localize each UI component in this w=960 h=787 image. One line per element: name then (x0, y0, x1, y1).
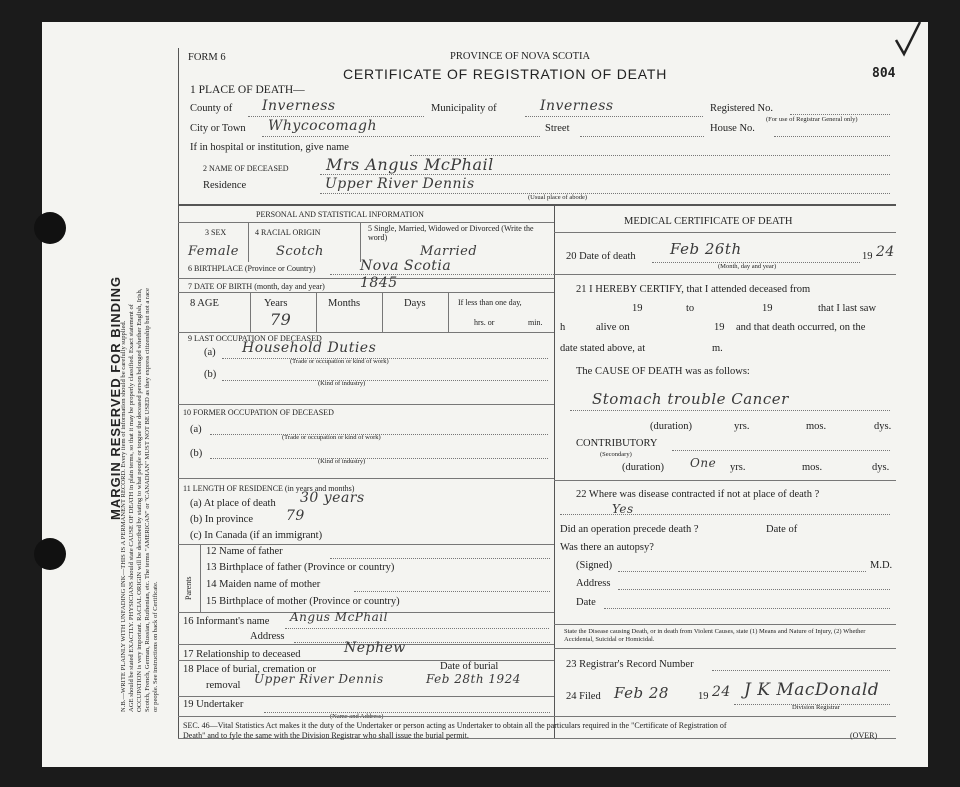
in-canada-label: (c) In Canada (if an immigrant) (190, 530, 323, 541)
house-label: House No. (710, 123, 755, 134)
informant-line (285, 628, 549, 629)
contributory-line (672, 450, 890, 451)
residence-length-label: 11 LENGTH OF RESIDENCE (in years and months) (183, 484, 355, 493)
filed-value: Feb 28 (614, 684, 669, 702)
days-label: Days (404, 298, 426, 309)
cause-yrs: yrs. (734, 421, 750, 432)
h-label: h (560, 322, 566, 333)
cert-19a: 19 (632, 303, 643, 314)
undertaker-line (264, 712, 550, 713)
birthplace-label: 6 BIRTHPLACE (Province or Country) (188, 264, 316, 273)
contrib-duration-label: (duration) (622, 462, 664, 473)
dob-label: 7 DATE OF BIRTH (month, day and year) (188, 282, 325, 291)
relationship-label: 17 Relationship to deceased (183, 649, 301, 660)
city-line (262, 136, 540, 137)
registrar-use-note: (For use of Registrar General only) (766, 116, 858, 123)
county-line (248, 116, 424, 117)
place-heading: 1 PLACE OF DEATH— (190, 84, 305, 96)
undertaker-label: 19 Undertaker (183, 699, 244, 710)
burial-date-value: Feb 28th 1924 (426, 672, 521, 686)
filed-label: 24 Filed (566, 691, 601, 702)
row-line (178, 292, 554, 293)
occupation-a-value: Household Duties (242, 340, 377, 356)
burial-place-value: Upper River Dennis (254, 672, 384, 686)
filed-year-value: 24 (712, 684, 731, 700)
filed-year-prefix: 19 (698, 691, 709, 702)
contracted-label: 22 Where was disease contracted if not at place of death ? (576, 489, 820, 500)
residence-value: Upper River Dennis (325, 176, 475, 192)
medical-address-label: Address (576, 578, 611, 589)
registered-line (790, 114, 890, 115)
record-line (712, 670, 890, 671)
cause-duration-label: (duration) (650, 421, 692, 432)
contrib-mos: mos. (802, 462, 823, 473)
city-value: Whycocomagh (268, 118, 377, 134)
race-value: Scotch (276, 244, 324, 259)
margin-note-line: N.B.—WRITE PLAINLY WITH UNFADING INK—THIS IS A PERMANENT RECORD. Every item of information should be carefully supplied. (120, 320, 127, 712)
row-line (178, 332, 554, 333)
contrib-dys: dys. (872, 462, 890, 473)
former-trade-note: (Trade or occupation or kind of work) (282, 434, 381, 441)
contributory-label: CONTRIBUTORY (576, 438, 658, 449)
signed-line (618, 571, 866, 572)
medical-heading-line (554, 232, 896, 233)
death-year-value: 24 (876, 244, 895, 260)
margin-note-line: Scotch, French, German, Russian, Ruthenian, etc. The terms "AMERICAN" or "CANADIAN" MUST NOT BE USED as they express citizenship but not a race (144, 288, 151, 712)
at-place-value: 30 years (300, 490, 365, 506)
hrs-label: hrs. or (474, 318, 495, 327)
in-province-value: 79 (286, 508, 305, 524)
residence-label: Residence (203, 180, 247, 191)
months-divider (382, 292, 383, 332)
death-year-prefix: 19 (862, 251, 873, 262)
dob-value: 1845 (360, 275, 398, 291)
certificate-page (42, 22, 928, 767)
less-day-label: If less than one day, (458, 298, 522, 307)
binding-hole-top (34, 212, 66, 244)
burial-date-label: Date of burial (440, 661, 499, 672)
cause-dys: dys. (874, 421, 892, 432)
occupation-b-marker: (b) (204, 369, 217, 380)
binding-hole-bottom (34, 538, 66, 570)
violent-causes-note: State the Disease causing Death, or in death from Violent Causes, state (1) Means and Nature of Injury, (2) Whether Accidental, Suicidal or Homicidal. (564, 628, 866, 643)
county-label: County of (190, 103, 233, 114)
undertaker-note: (Name and Address) (330, 713, 384, 720)
mother-name-label: 14 Maiden name of mother (206, 579, 321, 590)
age-label: 8 AGE (190, 298, 219, 309)
age-divider (250, 292, 251, 332)
residence-line (320, 193, 890, 194)
certificate-number: 804 (872, 66, 896, 81)
birthplace-value: Nova Scotia (360, 258, 452, 274)
footer-over: (OVER) (850, 731, 878, 740)
informant-address-label: Address (250, 631, 285, 642)
cert-19b: 19 (762, 303, 773, 314)
footer-divider (178, 716, 896, 717)
row-line (554, 274, 896, 275)
column-divider (554, 204, 555, 738)
row-line (178, 544, 554, 545)
residence-note: (Usual place of abode) (528, 194, 588, 201)
father-line (330, 558, 550, 559)
footer-line-2: Death" and to fyle the same with the Division Registrar who shall issue the burial permit. (183, 731, 469, 740)
sex-divider (248, 222, 249, 262)
check-mark-icon (892, 20, 924, 65)
occupation-a-marker: (a) (204, 347, 216, 358)
death-date-value: Feb 26th (670, 240, 742, 258)
certify-label: 21 I HEREBY CERTIFY, that I attended deceased from (576, 284, 811, 295)
cause-mos: mos. (806, 421, 827, 432)
name-line (320, 174, 890, 175)
occupation-b-line (222, 380, 548, 381)
record-number-label: 23 Registrar's Record Number (566, 659, 694, 670)
row-line (178, 478, 554, 479)
former-industry-note: (Kind of industry) (318, 458, 366, 465)
municipality-line (525, 116, 703, 117)
margin-binding-label: MARGIN RESERVED FOR BINDING (108, 275, 123, 520)
race-label: 4 RACIAL ORIGIN (255, 228, 321, 237)
row-line (178, 696, 554, 697)
row-line (554, 480, 896, 481)
contracted-value: Yes (612, 502, 634, 516)
row-line (554, 648, 896, 649)
medical-heading: MEDICAL CERTIFICATE OF DEATH (624, 216, 793, 227)
race-divider (360, 222, 361, 262)
years-label: Years (264, 298, 288, 309)
death-date-label: 20 Date of death (566, 251, 636, 262)
city-label: City or Town (190, 123, 246, 134)
date-stated: date stated above, at (560, 343, 646, 354)
footer-line-1: SEC. 46—Vital Statistics Act makes it the duty of the Undertaker or person acting as Undertaker to obtain all the particulars required in the "Certificate of Registration of (183, 721, 727, 730)
months-label: Months (328, 298, 361, 309)
trade-note: (Trade or occupation or kind of work) (290, 358, 389, 365)
operation-date-label: Date of (766, 524, 798, 535)
margin-note-line: OCCUPATION is very important. RACIAL ORIGIN will be described by stating to what people or tongue the deceased person belonged whether English, Irish, (136, 288, 143, 712)
house-line (774, 136, 890, 137)
father-birthplace-label: 13 Birthplace of father (Province or country) (206, 562, 395, 573)
former-a-marker: (a) (190, 424, 202, 435)
parents-label: Parents (184, 576, 193, 600)
min-label: min. (528, 318, 543, 327)
death-occurred: and that death occurred, on the (736, 322, 866, 333)
informant-value: Angus McPhail (290, 610, 388, 624)
medical-address-line (618, 589, 890, 590)
marital-value: Married (420, 244, 478, 259)
operation-label: Did an operation precede death ? (560, 524, 699, 535)
municipality-label: Municipality of (431, 103, 497, 114)
mother-line (354, 591, 550, 592)
md-label: M.D. (870, 560, 893, 571)
hospital-label: If in hospital or institution, give name (190, 142, 349, 153)
age-years-value: 79 (270, 310, 292, 329)
alive-on: alive on (596, 322, 630, 333)
municipality-value: Inverness (540, 98, 614, 114)
years-divider (316, 292, 317, 332)
former-occupation-label: 10 FORMER OCCUPATION OF DECEASED (183, 408, 334, 417)
margin-note-line: or people. See instructions on back of Certificate. (152, 581, 159, 712)
former-b-marker: (b) (190, 448, 203, 459)
industry-note: (Kind of industry) (318, 380, 366, 387)
row-line (554, 624, 896, 625)
at-place-label: (a) At place of death (190, 498, 276, 509)
alive-19: 19 (714, 322, 725, 333)
informant-label: 16 Informant's name (183, 616, 270, 627)
days-divider (448, 292, 449, 332)
death-date-note: (Month, day and year) (718, 263, 777, 270)
contrib-yrs: yrs. (730, 462, 746, 473)
autopsy-label: Was there an autopsy? (560, 542, 654, 553)
father-name-label: 12 Name of father (206, 546, 283, 557)
form-number: FORM 6 (188, 52, 226, 63)
sex-label: 3 SEX (205, 228, 227, 237)
former-b-line (210, 458, 548, 459)
contrib-years-value: One (690, 456, 717, 470)
parents-divider (200, 544, 201, 612)
relationship-value: Nephew (344, 640, 406, 656)
occupation-label: 9 LAST OCCUPATION OF DECEASED (188, 334, 322, 343)
in-province-label: (b) In province (190, 514, 253, 525)
personal-heading: PERSONAL AND STATISTICAL INFORMATION (256, 210, 424, 219)
cause-value: Stomach trouble Cancer (592, 390, 789, 408)
contracted-line (560, 514, 890, 515)
sex-value: Female (188, 244, 239, 259)
street-label: Street (545, 123, 570, 134)
street-line (580, 136, 704, 137)
deceased-name-label: 2 NAME OF DECEASED (203, 164, 289, 173)
deceased-name-value: Mrs Angus McPhail (326, 155, 494, 174)
mother-birthplace-label: 15 Birthplace of mother (Province or country) (206, 596, 400, 607)
marital-label: 5 Single, Married, Widowed or Divorced (Write the word) (368, 224, 534, 242)
burial-label: 18 Place of burial, cremation or (183, 664, 316, 675)
cause-line (570, 410, 890, 411)
signed-label: (Signed) (576, 560, 613, 571)
medical-date-label: Date (576, 597, 596, 608)
m-label: m. (712, 343, 723, 354)
margin-note-line: AGE should be stated EXACTLY. PHYSICIANS should state CAUSE OF DEATH in plain terms, so that it may be properly classified. Exact statement of (128, 304, 135, 712)
cause-label: The CAUSE OF DEATH was as follows: (576, 366, 750, 377)
informant-address-line (294, 642, 550, 643)
left-border (178, 48, 179, 738)
certificate-title: CERTIFICATE OF REGISTRATION OF DEATH (343, 66, 668, 82)
personal-heading-line (178, 222, 554, 223)
last-saw: that I last saw (818, 303, 877, 314)
section-divider (178, 204, 896, 206)
province-name: PROVINCE OF NOVA SCOTIA (450, 51, 591, 62)
medical-date-line (604, 608, 890, 609)
row-line (178, 404, 554, 405)
county-value: Inverness (262, 98, 336, 114)
registrar-signature: J K MacDonald (744, 680, 880, 700)
registrar-note: Division Registrar (792, 704, 840, 711)
secondary-note: (Secondary) (600, 451, 632, 458)
registered-label: Registered No. (710, 103, 773, 114)
removal-label: removal (206, 680, 241, 691)
cert-to: to (686, 303, 695, 314)
